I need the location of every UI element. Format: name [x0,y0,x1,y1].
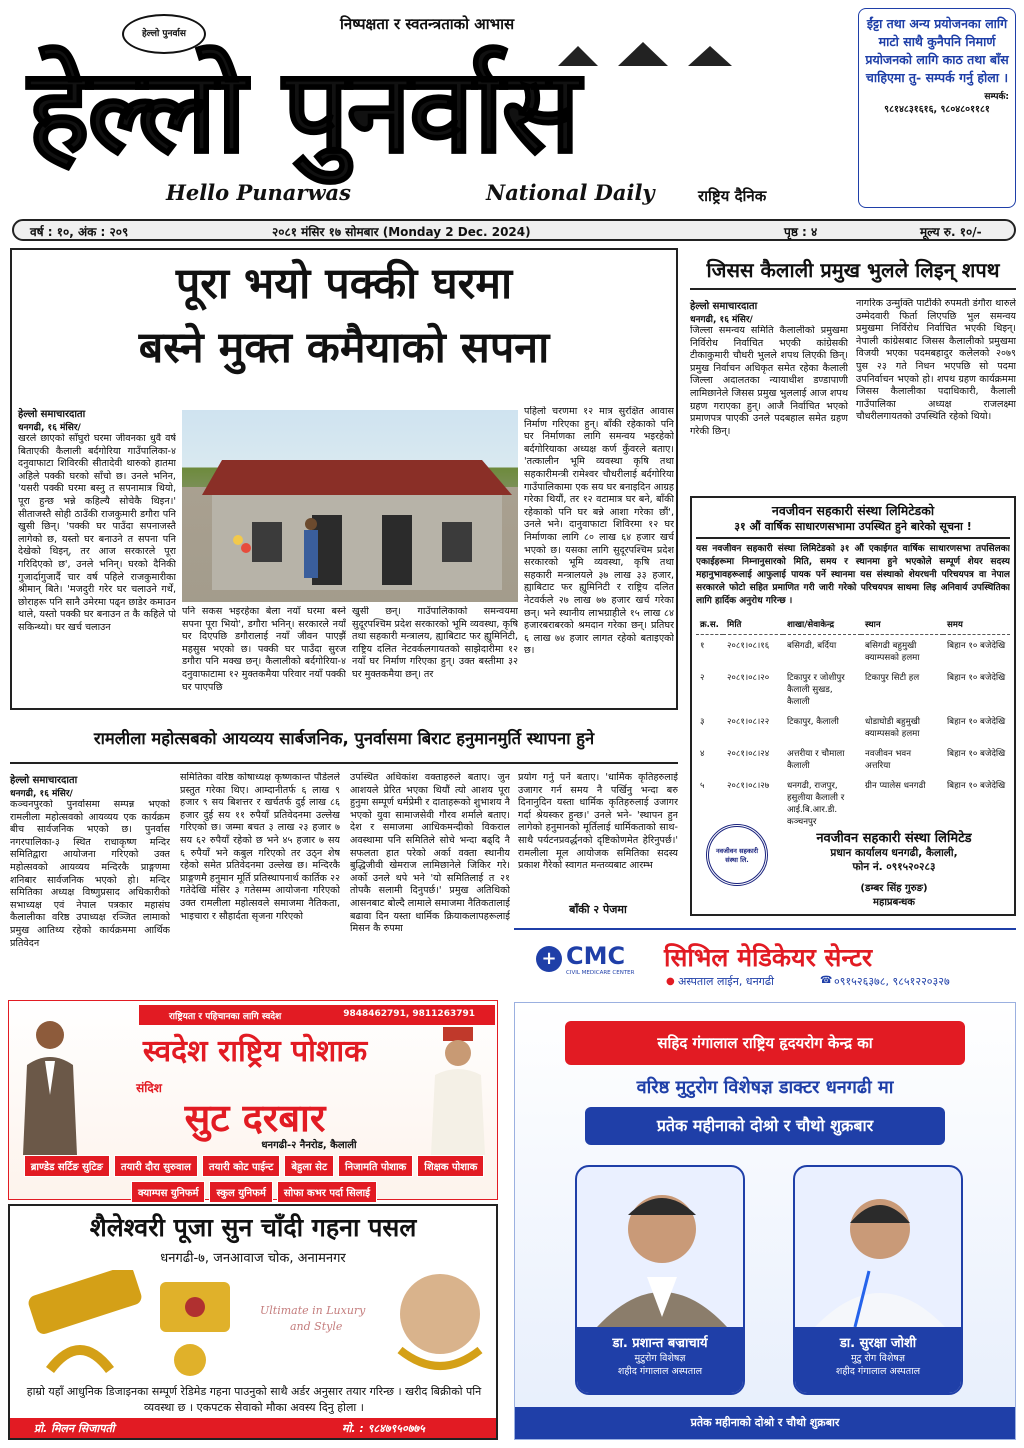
suit-address: धनगढी-२ नैनरोड, कैलाली [261,1140,357,1151]
jewel-footer [10,1418,496,1438]
lead-col1-text: खरले छाएको साँघुरो घरमा जीवनका धुवै वर्ष बिताएकी कैलाली बर्दगोरिया गाउँपालिका-४ दनुवाफाटा शिविरकी सीतादेवी थारुको हातमा अहिले पक्की घरको साँचो छ। उनले भनिन, 'यसरी पक्की घरमा बस्नु त सपनामात्र थियो, पूरा हुन्छ भन्ने कहिल्यै सोचेकै थिइन।' सीताजस्तै सोही ठाउँकी राजकुमारी डगौरा पनि खुसी छिन्। 'पक्की घर पाउँदा सपनाजस्तै लागेको छ, यस्तो घर बनाउने त सपना पनि देखेको थिइन्, तर आज सरकारले पूरा गरिदिएको छ', उनले भनिन्। घरको दैनिकी गुजार्दागुजार्दै चार वर्ष पहिले राजकुमारीका श्रीमान् बिते। 'मजदुरी गरेर घर चलाउने गर्थें, छोराहरू पनि सानै उमेरमा पढ्न छाडेर कमाउन थाले, यस्तो पक्की घर बनाउन त कै कहिले पो सकिन्थ्यो। घर खर्च चलाउन [18,433,176,633]
ramlila-col4-text: प्रयोग गर्नु पर्ने बताए। 'धार्मिक कृतिहरुलाई उजागर गर्न समय नै पर्खिनु भन्दा बरु दिनानुदिन यस्ता धार्मिक कृतिहरुलाई उजागर गर्दा श्रेयस्कर हुन्छ।' उनले भने- 'स्थापन हुन लागेको हनुमानको मूर्तिलाई धार्मिकताको साथ-साथै पर्यटनप्रवर्द्धनको दृष्टिकोणमेत हेरिनुपर्छ।' रामलीला मूल आयोजक समितिका सदस्य प्रकाश गैरेको स्वागत मन्तव्यबाट आरम्भ [518,772,678,872]
model-right-figure [423,1025,493,1155]
lead-headline-2: बस्ने मुक्त कमैयाको सपना [138,323,550,373]
info-bar [12,219,1016,241]
ramlila-col2 [180,772,340,986]
cell-time: बिहान १० बजेदेखि [946,672,1006,683]
notice-footer [776,828,1012,908]
jewel-proprietor: प्रो. मिलन सिजापती [34,1422,115,1435]
lead-col4 [524,406,674,706]
ramlila-col3 [350,772,510,986]
cell-branch: बसिगढी, बर्दिया [786,640,837,651]
table-row [696,711,1010,743]
lead-dateline: धनगढी, १६ मंसिर/ [18,423,81,433]
oath-col1-text: जिल्ला समन्वय समिति कैलालीको प्रमुखमा निर्विरोध निर्वाचित भएकी कांग्रेसकी टीकाकुमारी चौधरी भुलले शपथ लिएकी छिन्। प्रमुख निर्वाचन अधिकृत समेत रहेका कैलाली जिल्ला अदालतका न्यायाधीश डण्डापाणी लामिछानेले जिसस प्रमुख भुललाई आज शपथ ग्रहण गराएका हुन्। आजै निर्वाचित भएको प्रमाणपत्र पाएकी उनले पदबहाल समेत ग्रहण गरेकी छिन्। [690,325,848,437]
notice-col-place: स्थान [861,614,943,635]
notice-seal [706,824,768,886]
lead-col4-text: पहिलो चरणमा १२ मात्र सुरक्षित आवास निर्माण गरिएका हुन्। बाँकी रहेकाको पनि घर निर्माणका लागि समन्वय भइरहेको बर्दगोरियाका अध्यक्ष कर्ण कुँवरले बताए। 'तत्कालीन भूमि व्यवस्था कृषि तथा सहकारीमन्त्री रामेश्वर चौधरीलाई बर्दगोरिया गाउँपालिकामा एक सय घर बनाइदिन आग्रह गरेका थियौं, तर १२ वटामात्र घर बने, बाँकी रहेकाको पनि घर बन्ने आशा गरेका छौं', उनले भने। दानुवाफाटा शिविरमा १२ घर निर्माणका लागि ८० लाख ६४ हजार खर्च भएको छ। यसका लागि सुदूरपश्चिम प्रदेश सरकारको भूमि व्यवस्था, कृषि तथा सहकारी मन्त्रालयले ३७ लाख ३३ हजार, ह्याबिटाट फर ह्युमिनिटी र राष्ट्रिय दलित नेटवर्कले २७ लाख ७७ हजार खर्च गरेका छन्। भने स्थानीय लाभग्राहीले १५ लाख ८४ हजारबराबरको श्रमदान गरेका छन्। प्रतिघर ६ लाख ७४ हजार लागत रहेको बताइएको छ। [524,406,674,657]
cell-branch: धनगढी, राजपुर, हसुलीया कैलाली र आई.बि.आर.डी. कञ्चनपुर [786,780,845,827]
heart-ad [514,1002,1016,1440]
notice-org: नवजीवन सहकारी संस्था लिमिटेड [816,831,972,846]
notice-body: यस नवजीवन सहकारी संस्था लिमिटेडको ३१ औं एकाईगत वार्षिक साधारणसभा तपसिलका एकाईहरूमा निम्नानुसारको मिति, समय र स्थानमा हुने भएकोले सम्पूर्ण शेयर सदस्य महानुभावहरूलाई आफुलाई पायक पर्ने स्थानमा यस संस्थाको शेयरधनी परिचयपत्र वा नेपाल सरकारले फोटो सहित प्रमाणित गरी जारी गरेको परिचयपत्र साथमा लिइ अनिवार्य उपस्थितिका लागि हार्दिक अनुरोध गरिन्छ । [696,543,1010,606]
notice-subtitle: ३१ औं वार्षिक साधारणसभामा उपस्थित हुने बारेको सूचना ! [734,520,972,533]
cmc-logo [536,942,644,984]
oath-col2-text: नागरिक उन्मुक्ति पार्टीकी रुपमती डंगौरा थारुले उम्मेदवारी फिर्ता लिएपछि भुल समन्वय प्रमुखमा निर्विरोध निर्वाचित भएकी थिइन्। नेपाली कांग्रेसबाट जिसस कैलालीको प्रमुखमा विजयी भएका पदमबहादुर कलेलको २०७९ पुस २३ गते निधन भएपछि सो पदमा उपनिर्वाचन भएको हो। शपथ ग्रहण कार्यक्रममा जिसस कैलालीका पदाधिकारी, कैलाली गाउँपालिका अध्यक्ष राजलक्ष्मा चौधरीलगायतको उपस्थिति रहेको थियो। [856,298,1016,423]
cell-time: बिहान १० बजेदेखि [946,640,1006,651]
doctor-1-hosp: शहीद गंगालाल अस्पताल [617,1366,703,1377]
info-page: पृष्ठ : ४ [784,225,818,239]
table-row [696,634,1010,667]
notice-phone: फोन नं. ०९१५२०२८३ [852,861,936,873]
cell-sn: ४ [700,748,705,759]
jewel-slogan-2: and Style [290,1320,343,1333]
house-photo-illustration [182,410,518,602]
doctor-1-title: मुटुरोग विशेषज्ञ [634,1353,686,1364]
notice-signatory: (डम्बर सिंह गुरुङ) [860,883,928,894]
suit-tags [13,1153,495,1205]
jewel-address: धनगढी-७, जनआवाज चोक, अनामनगर [160,1251,346,1266]
lead-col2 [182,606,346,706]
masthead-tagline: निष्पक्षता र स्वतन्त्रताको आभास [340,15,515,33]
info-volume: वर्ष : १०, अंक : २०९ [30,225,129,239]
ramlila-continued: बाँकी २ पेजमा [569,903,627,916]
ramlila-col1-text: कञ्चनपुरको पुनर्वासमा सम्पन्न भएको रामलीला महोत्सवको आयव्यय एक कार्यक्रम बीच सार्वजनिक भएको छ। पुनर्वास नगरपालिका-३ स्थित राधाकृष्ण मन्दिर समितिद्वारा आयोजना गरिएको उक्त महोत्सवको आयव्यय मन्दिरकै प्राङ्गणमा शनिबार सार्वजनिक भएको हो। मन्दिर समितिका अध्यक्ष विष्णुप्रसाद अधिकारीको सभाध्यक्ष एवं नेपाल पत्रकार महासंघ कैलालीका वरिष्ठ उपाध्यक्ष रञ्जित लामाको प्रमुख आतिथ्य रहेको कार्यक्रममा आर्थिक प्रतिवेदन [10,799,170,949]
cell-time: बिहान १० बजेदेखि [946,716,1006,727]
ramlila-col3-text: उपस्थित अधिकांश वक्ताहरुले बताए। जुन आशयले प्रेरित भएका थियौं त्यो आशय पूरा हुनुमा सम्पूर्ण धर्मप्रेमी र दाताहरूको शुभाशय नै भएको युवा सामाजसेवी गौरव शर्माले बताए। देश र समाजमा आधिकमन्दीको विकराल अवस्थामा पनि समितिले सोचे भन्दा बढ्दि नै सफलता हात परेको अर्का वक्ता स्थानीय बुद्धिजीवी खेमराज लामिछानेले जिकिर गरे। अर्को उनले थपे भने 'यो समितिलाई त २१ तोपकै सलामी दिनुपर्छ।' प्रमुख अतिथिको आसनबाट बोल्दै लामाले समाजमा नैतिकतालाई बढावा दिन यस्ता धार्मिक क्रियाकलापहरूलाई मिसन कै रुपमा [350,772,510,935]
lead-col1 [18,406,176,706]
oath-headline: जिसस कैलाली प्रमुख भुलले लिइन् शपथ [706,258,1000,282]
doctor-2-photo [795,1167,963,1327]
suit-ad [8,1000,498,1200]
heart-footer [515,1407,1015,1439]
lead-headline-1: पूरा भयो पक्की घरमा [175,259,513,309]
cell-place: टिकापुर सिटी हल [864,672,920,683]
notice-seal-text: नवजीवन सहकारी संस्था लि. [715,847,759,864]
suit-tag: स्कुल युनिफर्म [209,1181,272,1203]
oath-story [690,252,1016,482]
notice-title: नवजीवन सहकारी संस्था लिमिटेडको [771,503,935,518]
cmc-logo-text: CMC [566,942,626,970]
suit-tag: बेहुला सेट [284,1155,334,1177]
ramlila-byline: हेल्लो समाचारदाता [10,775,78,786]
suit-sub: संदिश [136,1081,162,1095]
doctor-card-2 [793,1165,963,1395]
jewel-mobile: मो. : ९८४७९५०७७५ [342,1422,425,1435]
cmc-ad [514,928,1016,992]
cell-place: नवजीवन भवन अत्तरिया [864,748,911,771]
suit-title: स्वदेश राष्ट्रिय पोशाक [142,1034,368,1069]
suit-phone: 9848462791, 9811263791 [343,1009,475,1019]
notice-col-date: मिति [723,614,783,635]
cell-date: २०८१।०८।२२ [726,716,770,727]
cell-time: बिहान १० बजेदेखि [946,748,1006,759]
oath-col1 [690,298,848,482]
ramlila-col1 [10,772,170,986]
lead-col2-text: पनि सकस भइरहेका बेला नयाँ घरमा बस्ने सपना पूरा भियो', डगौरा भनिन्। सरकारले नयाँ घर दिएपछि डगौरालाई नयाँ जीवन पाएझैं महसुस भएको छ। पक्की घर पाउँदा सुरज डगौरा पनि मक्ख छन्। कैलालीको बर्दगोरिया-४ दनुवाफाटामा १२ मुक्तकमैया परिवार नयाँ पक्की घर पाएपछि [182,606,346,693]
suit-tag: तयारी कोट पाईन्ट [202,1155,280,1177]
suit-tag: सोफा कभर पर्दा सिलाई [277,1181,377,1203]
top-ad-phones: ९८१४८३१६१६, ९८०४८०११८१ [884,104,990,115]
notice-box [690,496,1016,916]
notice-role: महाप्रबन्धक [873,897,915,908]
cell-place: बसिगढी बहुमुखी क्याम्पसको हलमा [864,640,920,663]
cell-sn: ५ [700,780,705,791]
notice-col-branch: शाखा/सेवाकेन्द्र [783,614,861,635]
oath-col2 [856,298,1016,482]
suit-tag: शिक्षक पोशाक [417,1155,484,1177]
cell-sn: १ [700,640,705,651]
doctor-2-name: डा. सुरक्षा जोशी [839,1336,917,1351]
top-ad-box [858,8,1016,208]
cell-place: ग्रीन प्यालेस धनगढी [864,780,926,791]
top-ad-text: ईंट्टा तथा अन्य प्रयोजनका लागि माटो साथै कुनैपनि निमार्ण प्रयोजनको लागि काठ तथा बाँस चाहिएमा तु- सम्पर्क गर्नु होला । [865,16,1009,85]
cell-date: २०८१।०८।२४ [726,748,770,759]
heart-line1-text: सहिद गंगालाल राष्ट्रिय हृदयरोग केन्द्र का [657,1034,873,1052]
heart-line3-text: प्रतेक महीनाको दोश्रो र चौथो शुक्रबार [656,1116,874,1135]
notice-table [696,614,1010,831]
lead-col3 [352,606,518,706]
suit-tag: तयारी दौरा सुरुवाल [114,1155,198,1177]
masthead-national-daily: National Daily [486,180,655,205]
doctor-1-name: डा. प्रशान्त बज्राचार्य [612,1336,708,1351]
cmc-name: सिभिल मेडिकेयर सेन्टर [664,943,873,972]
lead-col3-text: खुसी छन्। गाउँपालिकाको समन्वयमा सुदूरपश्चिम प्रदेश सरकारको भूमि व्यवस्था, कृषि तथा सहकारी मन्त्रालय, ह्याबिटाट फर ह्युमिनिटी, राष्ट्रिय दलित नेटवर्कलगायतको साझेदारीमा १२ नयाँ घर निर्माण गरिएका हुन्। उक्त बस्तीमा ३२ घर मुक्तकमैया छन्। तर [352,606,518,680]
doctor-1-photo [577,1167,745,1327]
cell-date: २०८१।०८।१६ [726,640,770,651]
doctor-2-hosp: शहीद गंगालाल अस्पताल [835,1366,921,1377]
masthead-title: हेल्लो पुनर्वास [28,44,579,179]
doctor-2-title: मुटु रोग विशेषज्ञ [851,1353,905,1364]
jewel-ad [8,1204,498,1440]
jewel-images [20,1270,490,1384]
model-left-figure [15,1015,85,1155]
cell-sn: २ [700,672,705,683]
cmc-logo-sub: CIVIL MEDICARE CENTER [566,970,635,976]
top-ad-contact-label: सम्पर्क: [984,92,1009,102]
cell-place: धोडाघोडी बहुमुखी क्याम्पसको हलमा [864,716,921,739]
cell-sn: ३ [700,716,705,727]
doctor-2-label [795,1327,961,1393]
notice-col-sn: क्र.स. [696,614,723,635]
suit-brand: सुट दरबार [184,1096,326,1140]
jewel-body: हाम्रो यहाँ आधुनिक डिजाइनका सम्पूर्ण रेडिमेड गहना पाउनुको साथै अर्डर अनुसार तयार गरिन्छ । खरीद बिक्रीको पनि व्यवस्था छ । एकपटक सेवाको मौका अवस्य दिनु होला । [26,1385,482,1414]
masthead-english-name: Hello Punarwas [166,180,351,205]
jewel-title: शैलेश्वरी पूजा सुन चाँदी गहना पसल [89,1213,417,1242]
heart-line3 [585,1107,945,1145]
table-row [696,775,1010,831]
ramlila-col2-text: समितिका वरिष्ठ कोषाध्यक्ष कृष्णकान्त पौडेलले प्रस्तुत गरेका थिए। आम्दानीतर्फ ६ लाख ९ हजार ९ सय बिशत्तर र खर्चतर्फ दुई लाख ८६ हजार दुई सय ११ रुपैयाँ प्रतिवेदनमा उल्लेख गरिएको छ। जम्मा बचत ३ लाख २३ हजार ७ सय ६२ रुपैयाँ रहेको छ भने ४५ हजार ७ सय ६ रुपैयाँ भने कबुल गरिएको तर उठ्न शेष रहेको समेत प्रतिवेदनमा उल्लेख छ। मन्दिरकै प्राङ्गणमै हनुमान मूर्ति प्रतिस्थापनार्थ कार्तिक २२ गतेदेखि मंसिर ३ गतेसम्म आयोजना गरिएको उक्त रामलीला महोत्सवले समाजमा नैतिकता, भाइचारा र सौहार्दता सृजना गरिएको [180,772,340,922]
heart-line1 [565,1021,965,1065]
ramlila-dateline: धनगढी, १६ मंसिर/ [10,789,73,799]
info-price: मूल्य रु. १०/- [920,225,982,239]
cell-time: बिहान १० बजेदेखि [946,780,1006,791]
cmc-plus-icon: + [536,946,562,972]
logo-text: हेल्लो पुनर्वास [142,29,186,39]
oath-byline: हेल्लो समाचारदाता [690,301,758,312]
lead-photo [182,410,518,602]
cell-branch: टिकापुर र जोशीपुर कैलाली सुखड, कैलाली [786,672,845,707]
cmc-address: अस्पताल लाईन, धनगढी [678,975,774,988]
heart-line2: वरिष्ठ मुटुरोग विशेषज्ञ डाक्टर धनगढी मा [636,1077,894,1098]
ramlila-headline: रामलीला महोत्सबको आयव्यय सार्बजनिक, पुनर्वासमा बिराट हनुमानमुर्ति स्थापना हुने [93,729,595,748]
lead-story [10,248,678,710]
suit-tag: निजामति पोशाक [338,1155,413,1177]
notice-col-time: समय [943,614,1010,635]
suit-tag: क्याम्पस युनिफर्म [131,1181,205,1203]
suit-banner-text: राष्ट्रियता र पहिचानका लागि स्वदेश [169,1012,282,1022]
cell-branch: अत्तरीया र चौमाला कैलाली [786,748,845,771]
heart-footer-text: प्रतेक महीनाको दोश्रो र चौथो शुक्रबार [690,1416,840,1429]
notice-office: प्रधान कार्यालय धनगढी, कैलाली, [830,847,958,859]
cmc-location-icon: ● [666,976,675,987]
masthead-rastriya-dainik: राष्ट्रिय दैनिक [698,187,767,205]
cmc-phones: ०९१५२६३७८, ९८५१२२०३२७ [834,975,950,988]
oath-dateline: धनगढी, १६ मंसिर/ [690,315,753,325]
cmc-phone-icon: ☎ [820,975,833,986]
table-row [696,743,1010,775]
jewel-slogan-1: Ultimate in Luxury [260,1304,366,1317]
table-row [696,667,1010,711]
cell-date: २०८१।०८।२० [726,672,770,683]
cell-date: २०८१।०८।२७ [726,780,770,791]
suit-banner [139,1005,495,1025]
suit-tag: ब्राण्डेड सर्टिङ सुटिङ [24,1155,110,1177]
masthead [10,8,845,213]
info-date: २०८१ मंसिर १७ सोमबार (Monday 2 Dec. 2024) [272,225,531,239]
lead-byline: हेल्लो समाचारदाता [18,409,86,420]
doctor-card-1 [575,1165,745,1395]
cell-branch: टिकापुर, कैलाली [786,716,839,727]
doctor-1-label [577,1327,743,1393]
